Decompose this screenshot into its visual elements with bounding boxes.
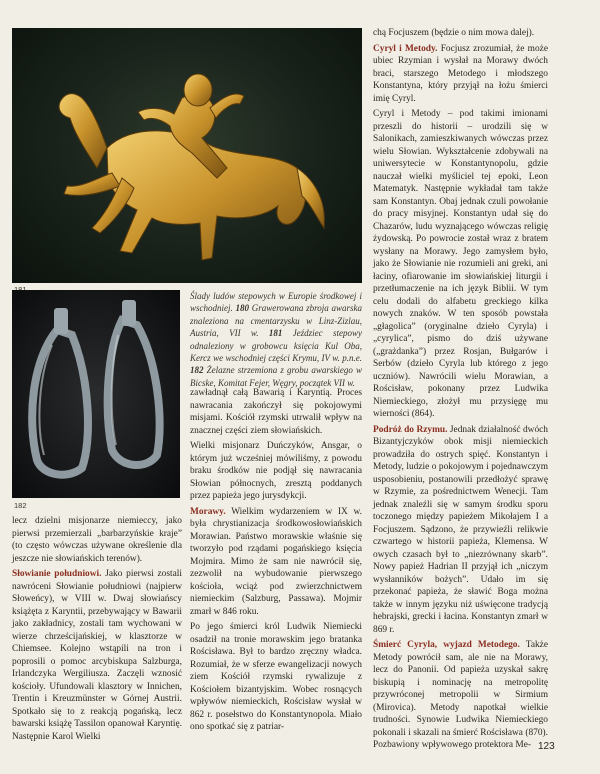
caption-num-181: 181 — [268, 328, 283, 339]
paragraph: Cyryl i Metody. Focjusz zrozumiał, że może ubiec Rzymian i wysłał na Morawy dwóch braci, starszego Metodego i młodszego Konstantyna, który przyjął na łożu śmierci imię Cyryl. — [373, 43, 548, 104]
paragraph: Śmierć Cyryla, wyjazd Metodego. Także Metody powrócił sam, ale nie na Morawy, lecz do Panonii. Od papieża uzyskał sakrę biskupią i nominację na metropolitę przywróconej metropolii w Sirmium (Mirovica). Metody napotkał wielkie trudności. Synowie Ludwika Niemieckiego pokonali i skazali na śmierć Rościsława (870). Pozbawiony wpływowego protektora Me- — [373, 640, 548, 750]
right-column — [373, 27, 548, 755]
photo-gold-horseman — [12, 28, 362, 283]
section-heading: Słowianie południowi. — [12, 569, 102, 579]
paragraph: Po jego śmierci król Ludwik Niemiecki osadził na tronie morawskim jego bratanka Rościsława. Był to bardzo zręczny władca. Rozumiał, że w sferze ewangelizacji nowych ziem Kościół rzymski rywalizuje z Kościołem bizantyjskim. Wobec rosnących wpływów niemieckich, Rościsław wysłał w 862 r. posełstwo do Konstantynopola. Miało ono spotkać się z patriar- — [190, 622, 362, 732]
gold-horseman-illustration — [12, 28, 362, 283]
caption-text-180: Grawerowana zbroja awarska znaleziona na cmentarzysku w Linz-Zizlau, Austria, VII w. — [190, 303, 363, 339]
photo-stirrups — [12, 290, 180, 498]
paragraph: Wielki misjonarz Duńczyków, Ansgar, o którym już wcześniej mówiliśmy, z powodu braku środków nie podjął się nawracania Słowian północnych, zresztą poddanych przez papieża jego jurysdykcji. — [190, 441, 362, 501]
caption-intro: Ślady ludów stepowych w Europie środkowej i wschodniej. — [190, 291, 362, 314]
section-heading: Śmierć Cyryla, wyjazd Metodego. — [373, 640, 520, 650]
paragraph: chą Focjuszem (będzie o nim mowa dalej). — [373, 28, 535, 38]
caption-num-182: 182 — [190, 365, 204, 376]
paragraph: Słowianie południowi. Jako pierwsi zostali nawróceni Słowianie południowi (najpierw Słoweńcy), w VIII w. Dwaj słowiańscy książęta z Karyntii, przebywający w Bawarii jako zakładnicy, zostali tam wychowani w wierze chrześcijańskiej, w klasztorze w Chiemsee. Kolejno wstąpili na tron i poprosili o pomoc arcybiskupa Salzburga, Irlandczyka Wergiliusza. Zaczęli wznosić kościoły. Ufundowali klasztory w Innichen, Trentin i Kreuzmünster w Górnej Austrii. Spotkało się to z reakcją pogańską, lecz bawarski książę Tassilon opanował Karyntię. Następnie Karol Wielki — [12, 569, 182, 742]
section-heading: Morawy. — [190, 506, 226, 517]
paragraph: Morawy. Wielkim wydarzeniem w IX w. była chrystianizacja środkowosłowiańskich Morawian. Państwo morawskie właśnie się tworzyło pod rządami pogańskiego księcia Mojmira. Mimo że sam nie nawrócił się, zezwolił na wybudowanie pierwszego kościoła, wciąż pod zwierzchnictwem niemieckim (Salzburg, Passawa). Mojmir zmarł w 846 roku. — [190, 506, 362, 617]
figure-number-182: 182 — [14, 501, 27, 510]
paragraph: Podróż do Rzymu. Jednak działalność dwóch Bizantyjczyków obok misji niemieckich prowadziła do ostrych spięć. Konstantyn i Metody, ludzie o pokojowym i pojednawczym usposobieniu, postanowili przedłożyć sprawę w Rzymie, za pośrednictwem Wenecji. Tam jednak znaleźli się w samym środku sporu toczonego między papieżem Mikołajem I a Focjuszem. Sądzono, że przywieźli relikwie czwartego w historii papieża, Klemensa. W owych czasach był to „niezrównany skarb”. Nowy papież Hadrian II przyjął ich „niczym wysłanników bożych”. Udało im się przekonać papieża, że sławić Boga można także w innym języku niż uświęcone tradycją hebrajski, grecki i łacina. Konstantyn zmarł w 869 r. — [373, 424, 548, 635]
section-heading: Podróż do Rzymu. — [373, 424, 448, 435]
section-heading: Cyryl i Metody. — [373, 43, 438, 54]
stirrups-illustration — [12, 290, 180, 498]
left-column — [12, 515, 182, 746]
page-number: 123 — [538, 741, 555, 752]
caption-text-182: Żelazne strzemiona z grobu awarskiego w Bicske, Komitat Fejer, Węgry, początek VII w. — [190, 365, 363, 388]
caption-text-181: Jeździec stepowy odnaleziony w grobowcu księcia Kul Oba, Kercz we wschodniej części Krymu, IV w. p.n.e. — [190, 328, 363, 364]
middle-column — [190, 387, 362, 737]
figure-caption — [190, 290, 362, 389]
paragraph: zawładnął całą Bawarią i Karyntią. Proces nawracania zakończył się pokojowymi misjami. Kościół rzymski utrwalił wpływ na znacznej części ziem słowiańskich. — [190, 388, 362, 436]
paragraph: Cyryl i Metody – pod takimi imionami przeszli do historii – urodzili się w Salonikach, zamieszkiwanych wówczas przez wielu Słowian. Wykształcenie zdobywali na uniwersytecie w Konstantynopolu, gdzie nauczał wielki myśliciel tej epoki, Leon Matematyk. Następnie wykładał tam także sam Konstantyn. Obaj jednak czuli powołanie do pracy misyjnej. Konstantyn udał się do Chazarów, ludu wyznającego wówczas religię żydowską. Po powrocie został wraz z bratem wysłany na Morawy. Jego zamysłem było, jako że Słowianie nie rozumieli ani greki, ani łaciny, ofiarowanie im słowiańskiej liturgii i przetłumaczenie na ich język Biblii. W tym celu dodali do alfabetu greckiego kilka nowych znaków. W ten sposób powstała „głagolica” (oryginalne dzieło Cyryla) i „cyrylica”, pismo do dziś używane („grażdanka”) przez Rosjan, Bułgarów i Serbów (dzieło Cyryla lub którego z jego uczniów). Nawrócili wielu Morawian, a Rościsław, pokonany przez Ludwika Niemieckiego, złożył mu przysięgę mu wierności (864). — [373, 109, 548, 419]
caption-num-180: 180 — [235, 303, 249, 314]
paragraph: lecz dzielni misjonarze niemieccy, jako pierwsi przemierzali „barbarzyńskie kraje” (to często wówczas używane określenie dla jeszcze nie słowiańskich terenów). — [12, 516, 182, 564]
